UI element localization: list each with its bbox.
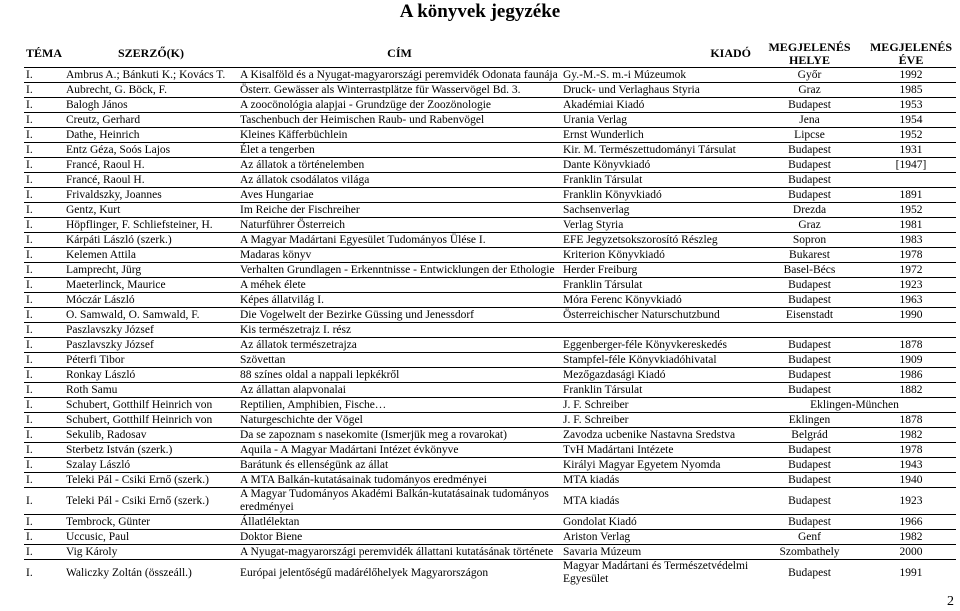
table-row bbox=[24, 473, 956, 488]
cell-title: Reptilien, Amphibien, Fische… bbox=[240, 398, 387, 411]
table-row bbox=[24, 353, 956, 368]
header-publisher: KIADÓ bbox=[710, 46, 751, 60]
cell-publisher: Királyi Magyar Egyetem Nyomda bbox=[563, 458, 721, 471]
cell-title: Az állatok csodálatos világa bbox=[240, 173, 370, 186]
cell-author: Gentz, Kurt bbox=[66, 203, 121, 216]
cell-author: Szalay László bbox=[66, 458, 131, 471]
cell-place: Drezda bbox=[792, 203, 827, 216]
cell-publisher: Kir. M. Természettudományi Társulat bbox=[563, 143, 736, 156]
cell-year: 1982 bbox=[899, 530, 923, 543]
cell-title: Im Reiche der Fischreiher bbox=[240, 203, 360, 216]
cell-year: 1878 bbox=[899, 338, 923, 351]
cell-place: Basel-Bécs bbox=[783, 263, 836, 276]
table-row bbox=[24, 458, 956, 473]
table-row bbox=[24, 278, 956, 293]
table-row bbox=[24, 98, 956, 113]
cell-year: 1986 bbox=[899, 368, 923, 381]
cell-type: I. bbox=[26, 530, 33, 543]
cell-title: Szövettan bbox=[240, 353, 286, 366]
table-row bbox=[24, 143, 956, 158]
cell-author: Teleki Pál - Csiki Ernő (szerk.) bbox=[66, 494, 209, 507]
cell-type: I. bbox=[26, 338, 33, 351]
cell-title: A MTA Balkán-kutatásainak tudományos eredményei bbox=[240, 473, 487, 486]
cell-type: I. bbox=[26, 545, 33, 558]
cell-type: I. bbox=[26, 383, 33, 396]
cell-year: 1978 bbox=[899, 248, 923, 261]
cell-publisher: Mezőgazdasági Kiadó bbox=[563, 368, 666, 381]
cell-year: 2000 bbox=[899, 545, 923, 558]
cell-publisher: Kriterion Könyvkiadó bbox=[563, 248, 665, 261]
cell-author: O. Samwald, O. Samwald, F. bbox=[66, 308, 200, 321]
cell-author: Paszlavszky József bbox=[66, 338, 154, 351]
cell-type: I. bbox=[26, 128, 33, 141]
header-title: CÍM bbox=[387, 46, 412, 60]
cell-publisher: Urania Verlag bbox=[563, 113, 627, 126]
cell-title: Barátunk és ellenségünk az állat bbox=[240, 458, 389, 471]
cell-year: 1991 bbox=[899, 566, 923, 579]
cell-author: Lamprecht, Jürg bbox=[66, 263, 142, 276]
header-place: MEGJELENÉS HELYE bbox=[768, 39, 851, 67]
cell-title: 88 színes oldal a nappali lepkékről bbox=[240, 368, 400, 381]
cell-type: I. bbox=[26, 203, 33, 216]
cell-title: Állatlélektan bbox=[240, 515, 300, 528]
cell-publisher: Herder Freiburg bbox=[563, 263, 638, 276]
cell-publisher: J. F. Schreiber bbox=[563, 398, 629, 411]
cell-title: Az állatok természetrajza bbox=[240, 338, 357, 351]
cell-publisher: Ernst Wunderlich bbox=[563, 128, 644, 141]
cell-type: I. bbox=[26, 368, 33, 381]
header-type: TÉMA bbox=[26, 46, 62, 60]
cell-year: 1992 bbox=[899, 68, 923, 81]
cell-place: Budapest bbox=[788, 473, 831, 486]
cell-type: I. bbox=[26, 323, 33, 336]
cell-title: A Magyar Madártani Egyesület Tudományos Ülése I. bbox=[240, 233, 486, 246]
cell-type: I. bbox=[26, 494, 33, 507]
cell-year: 1983 bbox=[899, 233, 923, 246]
cell-type: I. bbox=[26, 173, 33, 186]
table-row bbox=[24, 530, 956, 545]
cell-publisher: MTA kiadás bbox=[563, 494, 620, 507]
cell-place: Szombathely bbox=[779, 545, 840, 558]
cell-place: Budapest bbox=[788, 515, 831, 528]
cell-year: 1943 bbox=[899, 458, 923, 471]
cell-author: Maeterlinck, Maurice bbox=[66, 278, 166, 291]
cell-publisher: Österreichischer Naturschutzbund bbox=[563, 308, 720, 321]
cell-title: Aves Hungariae bbox=[240, 188, 314, 201]
cell-place: Budapest bbox=[788, 278, 831, 291]
cell-year: 1952 bbox=[899, 203, 923, 216]
cell-year: 1952 bbox=[899, 128, 923, 141]
table-row bbox=[24, 368, 956, 383]
cell-place: Budapest bbox=[788, 173, 831, 186]
cell-publisher: Magyar Madártani és Természetvédelmi Egyesület bbox=[563, 560, 749, 586]
cell-publisher: Franklin Társulat bbox=[563, 278, 643, 291]
cell-year: 1953 bbox=[899, 98, 923, 111]
cell-publisher: Ariston Verlag bbox=[563, 530, 631, 543]
cell-year: 1981 bbox=[899, 218, 923, 231]
cell-place: Eklingen-München bbox=[810, 398, 899, 411]
cell-year: 1882 bbox=[899, 383, 923, 396]
table-row bbox=[24, 545, 956, 560]
cell-title: Európai jelentőségű madárélőhelyek Magyarországon bbox=[240, 566, 489, 579]
cell-author: Móczár László bbox=[66, 293, 135, 306]
cell-type: I. bbox=[26, 83, 33, 96]
cell-year: 1891 bbox=[899, 188, 923, 201]
cell-author: Ambrus A.; Bánkuti K.; Kovács T. bbox=[66, 68, 226, 81]
cell-author: Kelemen Attila bbox=[66, 248, 136, 261]
cell-type: I. bbox=[26, 188, 33, 201]
cell-author: Balogh János bbox=[66, 98, 128, 111]
cell-place: Genf bbox=[798, 530, 821, 543]
cell-publisher: MTA kiadás bbox=[563, 473, 620, 486]
table-row bbox=[24, 413, 956, 428]
cell-title: Kleines Käfferbüchlein bbox=[240, 128, 348, 141]
cell-place: Budapest bbox=[788, 143, 831, 156]
cell-place: Budapest bbox=[788, 353, 831, 366]
cell-author: Creutz, Gerhard bbox=[66, 113, 141, 126]
cell-year bbox=[866, 173, 956, 188]
cell-author: Vig Károly bbox=[66, 545, 118, 558]
cell-type: I. bbox=[26, 443, 33, 456]
cell-title: A zoocönológia alapjai - Grundzüge der Zoozönologie bbox=[240, 98, 492, 111]
cell-type: I. bbox=[26, 353, 33, 366]
cell-author: Kárpáti László (szerk.) bbox=[66, 233, 172, 246]
cell-year: 1940 bbox=[899, 473, 923, 486]
cell-place: Budapest bbox=[788, 458, 831, 471]
cell-place: Lipcse bbox=[794, 128, 825, 141]
cell-place: Budapest bbox=[788, 566, 831, 579]
cell-author: Waliczky Zoltán (összeáll.) bbox=[66, 566, 192, 579]
cell-year: [1947] bbox=[895, 158, 927, 171]
cell-place: Graz bbox=[798, 83, 821, 96]
cell-year: 1954 bbox=[899, 113, 923, 126]
cell-type: I. bbox=[26, 566, 33, 579]
cell-author: Uccusic, Paul bbox=[66, 530, 130, 543]
cell-author: Tembrock, Günter bbox=[66, 515, 151, 528]
cell-year bbox=[866, 323, 956, 338]
table-row bbox=[24, 248, 956, 263]
table-row bbox=[24, 383, 956, 398]
cell-type: I. bbox=[26, 113, 33, 126]
cell-place: Eklingen bbox=[788, 413, 831, 426]
cell-author: Teleki Pál - Csiki Ernő (szerk.) bbox=[66, 473, 209, 486]
table-row bbox=[24, 560, 956, 587]
cell-author: Francé, Raoul H. bbox=[66, 158, 145, 171]
table-row bbox=[24, 428, 956, 443]
cell-title: Die Vogelwelt der Bezirke Güssing und Jenessdorf bbox=[240, 308, 475, 321]
table-row bbox=[24, 188, 956, 203]
cell-type: I. bbox=[26, 398, 33, 411]
table-row bbox=[24, 293, 956, 308]
cell-publisher: Zavodza ucbenike Nastavna Sredstva bbox=[563, 428, 736, 441]
table-row bbox=[24, 515, 956, 530]
cell-type: I. bbox=[26, 293, 33, 306]
cell-place: Sopron bbox=[792, 233, 827, 246]
cell-type: I. bbox=[26, 233, 33, 246]
table-row bbox=[24, 158, 956, 173]
book-list-table bbox=[24, 40, 956, 587]
cell-place: Budapest bbox=[788, 98, 831, 111]
cell-publisher: Franklin Társulat bbox=[563, 383, 643, 396]
cell-place: Budapest bbox=[788, 293, 831, 306]
cell-title: Da se zapoznam s nasekomite (Ismerjük meg a rovarokat) bbox=[240, 428, 507, 441]
cell-author: Frivaldszky, Joannes bbox=[66, 188, 162, 201]
cell-place: Eisenstadt bbox=[785, 308, 834, 321]
cell-type: I. bbox=[26, 278, 33, 291]
cell-title: Az állatok a történelemben bbox=[240, 158, 365, 171]
cell-author: Sterbetz István (szerk.) bbox=[66, 443, 173, 456]
cell-place: Budapest bbox=[788, 494, 831, 507]
page-number: 2 bbox=[947, 594, 954, 609]
page-title: A könyvek jegyzéke bbox=[399, 1, 561, 22]
cell-type: I. bbox=[26, 218, 33, 231]
cell-author: Ronkay László bbox=[66, 368, 136, 381]
cell-publisher: TvH Madártani Intézete bbox=[563, 443, 674, 456]
header-year: MEGJELENÉS ÉVE bbox=[869, 39, 953, 67]
cell-author: Höpflinger, F. Schliefsteiner, H. bbox=[66, 218, 213, 231]
cell-year: 1878 bbox=[899, 413, 923, 426]
cell-author: Schubert, Gotthilf Heinrich von bbox=[66, 398, 213, 411]
table-row bbox=[24, 308, 956, 323]
cell-place: Budapest bbox=[788, 368, 831, 381]
cell-author: Francé, Raoul H. bbox=[66, 173, 145, 186]
cell-year: 1923 bbox=[899, 494, 923, 507]
table-row bbox=[24, 398, 956, 413]
cell-year: 1963 bbox=[899, 293, 923, 306]
cell-publisher: Stampfel-féle Könyvkiadóhivatal bbox=[563, 353, 717, 366]
cell-place: Budapest bbox=[788, 188, 831, 201]
cell-title: A Magyar Tudományos Akadémi Balkán-kutatásainak tudományos eredményei bbox=[240, 488, 549, 513]
table-row bbox=[24, 68, 956, 83]
cell-title: Naturgeschichte der Vögel bbox=[240, 413, 363, 426]
table-row bbox=[24, 323, 956, 338]
table-header-row bbox=[24, 40, 956, 68]
cell-type: I. bbox=[26, 428, 33, 441]
cell-year: 1931 bbox=[899, 143, 923, 156]
cell-year: 1972 bbox=[899, 263, 923, 276]
cell-title: Képes állatvilág I. bbox=[240, 293, 324, 306]
cell-place: Graz bbox=[798, 218, 821, 231]
cell-title: Kis természetrajz I. rész bbox=[240, 323, 352, 336]
cell-type: I. bbox=[26, 158, 33, 171]
cell-author: Roth Samu bbox=[66, 383, 118, 396]
cell-publisher: Druck- und Verlaghaus Styria bbox=[563, 83, 700, 96]
cell-title: Madaras könyv bbox=[240, 248, 312, 261]
cell-author: Péterfi Tibor bbox=[66, 353, 125, 366]
cell-place: Budapest bbox=[788, 443, 831, 456]
cell-publisher: Gy.-M.-S. m.-i Múzeumok bbox=[563, 68, 687, 81]
cell-place: Budapest bbox=[788, 158, 831, 171]
cell-title: Taschenbuch der Heimischen Raub- und Rabenvögel bbox=[240, 113, 485, 126]
cell-type: I. bbox=[26, 413, 33, 426]
cell-year: 1923 bbox=[899, 278, 923, 291]
cell-type: I. bbox=[26, 515, 33, 528]
table-row bbox=[24, 263, 956, 278]
cell-title: Verhalten Grundlagen - Erkenntnisse - Entwicklungen der Ethologie bbox=[240, 263, 555, 276]
cell-type: I. bbox=[26, 473, 33, 486]
cell-title: A méhek élete bbox=[240, 278, 306, 291]
cell-author: Aubrecht, G. Böck, F. bbox=[66, 83, 167, 96]
table-row bbox=[24, 233, 956, 248]
cell-place: Győr bbox=[797, 68, 822, 81]
cell-type: I. bbox=[26, 458, 33, 471]
cell-author: Dathe, Heinrich bbox=[66, 128, 140, 141]
cell-publisher: Franklin Könyvkiadó bbox=[563, 188, 662, 201]
cell-type: I. bbox=[26, 263, 33, 276]
header-author: SZERZŐ(K) bbox=[117, 46, 184, 60]
cell-title: Aquila - A Magyar Madártani Intézet évkönyve bbox=[240, 443, 459, 456]
cell-publisher: Sachsenverlag bbox=[563, 203, 630, 216]
table-row bbox=[24, 488, 956, 515]
table-row bbox=[24, 128, 956, 143]
cell-year: 1985 bbox=[899, 83, 923, 96]
cell-publisher: Savaria Múzeum bbox=[563, 545, 642, 558]
cell-year: 1909 bbox=[899, 353, 923, 366]
cell-publisher: Akadémiai Kiadó bbox=[563, 98, 645, 111]
cell-place: Belgrád bbox=[791, 428, 828, 441]
cell-type: I. bbox=[26, 308, 33, 321]
cell-publisher: Verlag Styria bbox=[563, 218, 624, 231]
cell-title: Naturführer Österreich bbox=[240, 218, 346, 231]
cell-title: Az állattan alapvonalai bbox=[240, 383, 347, 396]
cell-author: Entz Géza, Soós Lajos bbox=[66, 143, 171, 156]
cell-publisher: Eggenberger-féle Könyvkereskedés bbox=[563, 338, 727, 351]
table-row bbox=[24, 338, 956, 353]
table-row bbox=[24, 443, 956, 458]
cell-year: 1982 bbox=[899, 428, 923, 441]
cell-type: I. bbox=[26, 98, 33, 111]
cell-place: Budapest bbox=[788, 383, 831, 396]
table-row bbox=[24, 113, 956, 128]
cell-year: 1966 bbox=[899, 515, 923, 528]
cell-title: A Nyugat-magyarországi peremvidék állattani kutatásának története bbox=[240, 545, 554, 558]
cell-title: A Kisalföld és a Nyugat-magyarországi peremvidék Odonata faunája bbox=[240, 68, 558, 81]
cell-author: Sekulib, Radosav bbox=[66, 428, 147, 441]
cell-publisher: Gondolat Kiadó bbox=[563, 515, 637, 528]
cell-year: 1978 bbox=[899, 443, 923, 456]
cell-publisher: J. F. Schreiber bbox=[563, 413, 629, 426]
cell-type: I. bbox=[26, 248, 33, 261]
cell-publisher: Dante Könyvkiadó bbox=[563, 158, 651, 171]
cell-author: Paszlavszky József bbox=[66, 323, 154, 336]
table-row bbox=[24, 83, 956, 98]
cell-title: Élet a tengerben bbox=[240, 143, 315, 156]
cell-publisher bbox=[561, 323, 753, 338]
cell-author: Schubert, Gotthilf Heinrich von bbox=[66, 413, 213, 426]
cell-place: Bukarest bbox=[789, 248, 830, 261]
cell-publisher: Franklin Társulat bbox=[563, 173, 643, 186]
table-row bbox=[24, 218, 956, 233]
cell-publisher: EFE Jegyzetsokszorosító Részleg bbox=[563, 233, 718, 246]
cell-type: I. bbox=[26, 143, 33, 156]
cell-title: Österr. Gewässer als Winterrastplätze für Wasservögel Bd. 3. bbox=[240, 83, 521, 96]
cell-place bbox=[753, 323, 866, 338]
cell-title: Doktor Biene bbox=[240, 530, 303, 543]
cell-place: Budapest bbox=[788, 338, 831, 351]
table-row bbox=[24, 173, 956, 188]
table-row bbox=[24, 203, 956, 218]
cell-type: I. bbox=[26, 68, 33, 81]
cell-publisher: Móra Ferenc Könyvkiadó bbox=[563, 293, 682, 306]
cell-place: Jena bbox=[799, 113, 820, 126]
cell-year: 1990 bbox=[899, 308, 923, 321]
